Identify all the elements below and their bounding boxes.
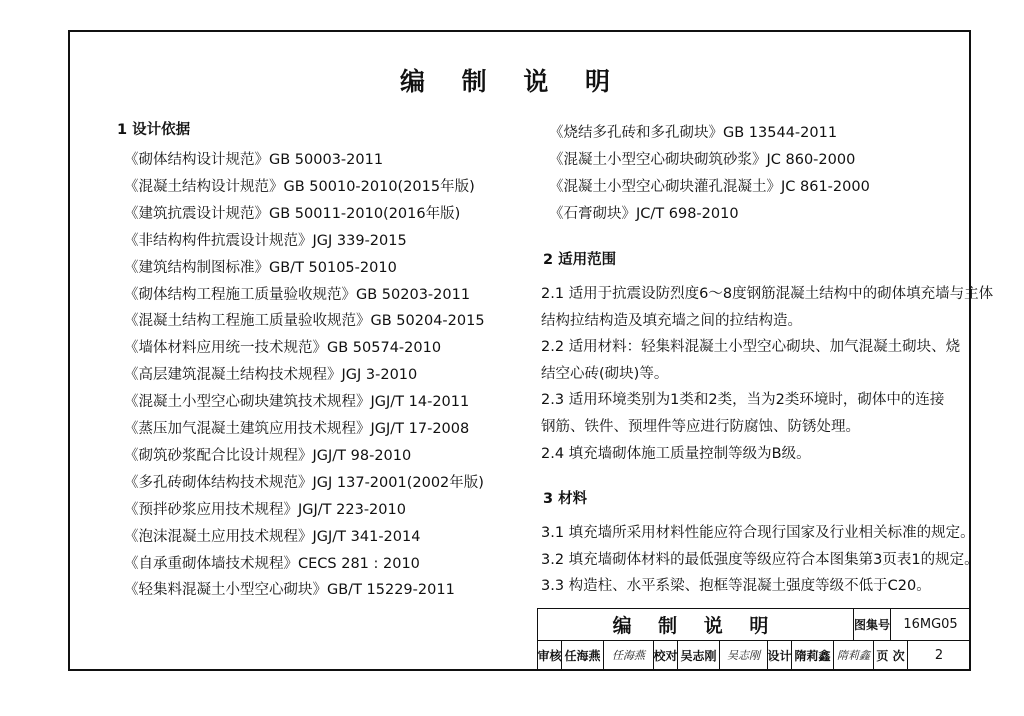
reference-item	[124, 392, 469, 412]
reference-code: GB/T 15229-2011	[327, 582, 455, 599]
reference-name: 《混凝土小型空心砌块建筑技术规程》	[124, 394, 371, 411]
reference-item	[124, 338, 441, 358]
reference-code: JGJ/T 223-2010	[298, 501, 406, 518]
reference-item	[124, 554, 420, 574]
check-label: 校对	[654, 640, 678, 670]
reference-name: 《混凝土结构设计规范》	[124, 178, 284, 195]
reference-code: JGJ/T 17-2008	[370, 421, 470, 437]
reference-item	[124, 419, 469, 439]
title-block	[537, 608, 969, 669]
reference-item	[124, 527, 420, 547]
section-materials-heading: 3 材料	[543, 491, 588, 507]
reference-item	[124, 580, 455, 600]
text-line: 钢筋、铁件、预埋件等应进行防腐蚀、防锈处理。	[541, 419, 860, 435]
reference-code: GB 13544-2011	[723, 125, 838, 141]
reference-item	[124, 231, 407, 251]
page-number: 2	[934, 647, 944, 663]
reference-name: 《高层建筑混凝土结构技术规程》	[124, 367, 342, 384]
reference-item	[549, 177, 870, 197]
reference-code: JGJ/T 14-2011	[370, 394, 470, 411]
text-line: 结空心砖(砌块)等。	[541, 365, 669, 382]
reference-name: 《混凝土结构工程施工质量验收规范》	[124, 313, 371, 330]
text-line: 2.1 适用于抗震设防烈度6～8度钢筋混凝土结构中的砌体填充墙与主体	[541, 286, 994, 302]
reference-item	[549, 150, 855, 170]
reference-code: CECS 281 : 2010	[298, 555, 420, 572]
reference-name: 《多孔砖砌体结构技术规范》	[124, 474, 313, 491]
reference-code: GB 50203-2011	[356, 286, 471, 303]
section-basis-heading: 1 设计依据	[117, 122, 191, 138]
reference-item	[124, 473, 484, 493]
reference-code: GB/T 50105-2010	[269, 259, 397, 276]
design-signature: 隋莉鑫	[834, 640, 874, 670]
reference-name: 《混凝土小型空心砌块砌筑砂浆》	[549, 151, 767, 168]
reference-code: JGJ 3-2010	[341, 367, 418, 384]
reference-item	[549, 123, 837, 143]
text-line: 2.2 适用材料：轻集料混凝土小型空心砌块、加气混凝土砌块、烧	[541, 339, 961, 356]
section-scope-heading: 2 适用范围	[543, 252, 617, 268]
reference-code: JC/T 698-2010	[636, 205, 739, 222]
reference-item	[124, 500, 406, 520]
atlas-number: 16MG05	[903, 617, 958, 632]
text-line: 结构拉结构造及填充墙之间的拉结构造。	[541, 312, 802, 329]
page-label: 页 次	[874, 640, 908, 670]
reference-code: GB 50204-2015	[370, 313, 485, 330]
reference-code: JGJ 339-2015	[312, 232, 407, 249]
reference-name: 《自承重砌体墙技术规程》	[124, 555, 298, 572]
reference-name: 《墙体材料应用统一技术规范》	[124, 340, 327, 357]
reference-item	[124, 258, 397, 278]
reference-name: 《砌体结构设计规范》	[124, 152, 269, 168]
reference-code: JGJ 137-2001(2002年版)	[312, 474, 484, 491]
check-name: 吴志刚	[678, 640, 720, 670]
review-signature: 任海燕	[604, 640, 654, 670]
text-line: 3.1 填充墙所采用材料性能应符合现行国家及行业相关标准的规定。	[541, 525, 975, 541]
check-signature: 吴志刚	[720, 640, 768, 670]
reference-code: JC 860-2000	[766, 151, 856, 168]
design-name: 隋莉鑫	[792, 640, 834, 670]
text-line: 2.4 填充墙砌体施工质量控制等级为B级。	[541, 445, 811, 462]
design-label: 设计	[768, 640, 792, 670]
reference-name: 《砌体结构工程施工质量验收规范》	[124, 286, 356, 303]
reference-name: 《轻集料混凝土小型空心砌块》	[124, 582, 327, 599]
reference-name: 《泡沫混凝土应用技术规程》	[124, 528, 313, 545]
reference-item	[549, 204, 739, 224]
reference-name: 《预拌砂浆应用技术规程》	[124, 501, 298, 518]
reference-code: JGJ/T 98-2010	[312, 447, 412, 464]
reference-item	[124, 204, 460, 224]
reference-code: GB 50574-2010	[327, 340, 442, 357]
reference-name: 《砌筑砂浆配合比设计规程》	[124, 447, 313, 464]
reference-code: GB 50011-2010(2016年版)	[269, 205, 461, 222]
reference-code: GB 50003-2011	[269, 152, 384, 168]
reference-name: 《非结构构件抗震设计规范》	[124, 232, 313, 249]
reference-name: 《建筑抗震设计规范》	[124, 205, 269, 222]
text-line: 3.2 填充墙砌体材料的最低强度等级应符合本图集第3页表1的规定。	[541, 551, 979, 568]
reference-item	[124, 311, 485, 331]
review-name: 任海燕	[562, 640, 604, 670]
page-title: 编 制 说 明	[399, 67, 625, 96]
reference-code: JGJ/T 341-2014	[312, 528, 421, 545]
reference-code: JC 861-2000	[781, 178, 870, 195]
reference-name: 《建筑结构制图标准》	[124, 259, 269, 276]
reference-name: 《混凝土小型空心砌块灌孔混凝土》	[549, 178, 781, 195]
reference-item	[124, 446, 411, 466]
review-label: 审核	[538, 640, 562, 670]
reference-code: GB 50010-2010(2015年版)	[283, 178, 475, 195]
reference-item	[124, 150, 383, 170]
atlas-label: 图集号	[854, 609, 891, 640]
reference-item	[124, 177, 475, 197]
reference-name: 《石膏砌块》	[549, 205, 636, 222]
reference-name: 《蒸压加气混凝土建筑应用技术规程》	[124, 421, 371, 437]
reference-item	[124, 365, 417, 385]
title-block-title: 编 制 说 明	[538, 609, 854, 640]
reference-name: 《烧结多孔砖和多孔砌块》	[549, 125, 723, 141]
text-line: 3.3 构造柱、水平系梁、抱框等混凝土强度等级不低于C20。	[541, 578, 931, 595]
reference-item	[124, 285, 470, 305]
text-line: 2.3 适用环境类别为1类和2类，当为2类环境时，砌体中的连接	[541, 392, 945, 409]
